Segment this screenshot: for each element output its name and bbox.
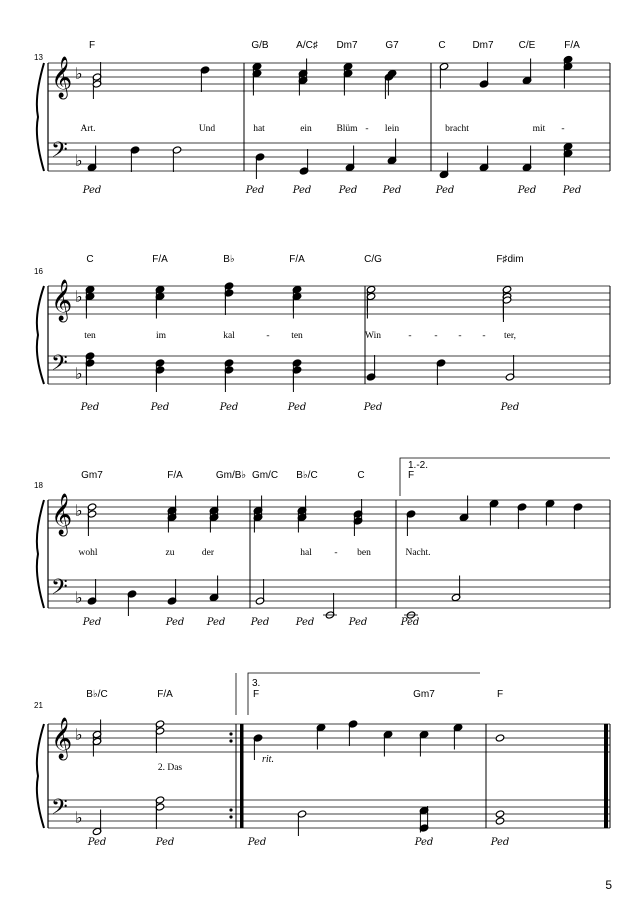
flat-sign: ♭ [75, 808, 83, 827]
final-barline [604, 724, 608, 828]
lyric-syllable: hat [253, 124, 265, 134]
pedal-mark-icon: Ped [435, 185, 455, 196]
bass-clef: 𝄢 [51, 575, 68, 605]
pedal-mark-icon: Ped [348, 617, 368, 628]
brace [37, 500, 44, 608]
chord-symbol: F [496, 689, 504, 700]
measure-number: 16 [34, 267, 43, 276]
pedal-mark-icon: Ped [382, 185, 402, 196]
whole-note [495, 817, 505, 825]
lyric-syllable: Blüm [336, 124, 358, 134]
pedal-mark-icon: Ped [219, 402, 239, 413]
lyric-syllable: ter, [503, 331, 517, 341]
whole-note [495, 734, 505, 742]
lyric-syllable: mit [532, 124, 546, 134]
treble-clef: 𝄞 [51, 57, 73, 98]
chord-symbol: Gm7 [413, 689, 435, 700]
pedal-mark-icon: Ped [80, 402, 100, 413]
lyric-syllable: - [434, 331, 438, 341]
pedal-mark-icon: Ped [363, 402, 383, 413]
lyric-syllable: im [155, 331, 167, 341]
chord-symbol: C/E [518, 40, 536, 51]
lyric-syllable: ein [300, 124, 312, 134]
bass-clef: 𝄢 [51, 351, 68, 381]
volta-bracket [248, 673, 480, 715]
flat-sign: ♭ [75, 364, 83, 383]
volta-bracket [400, 458, 610, 496]
brace [37, 724, 44, 828]
treble-clef: 𝄞 [51, 494, 73, 535]
chord-symbol: F/A [157, 689, 173, 700]
repeat-barline [240, 724, 243, 828]
pedal-mark-icon: Ped [490, 837, 510, 848]
lyric-syllable: hal [300, 548, 312, 558]
brace [37, 286, 44, 384]
volta-label: 3. [252, 678, 261, 689]
lyric-syllable: wohl [78, 548, 98, 558]
chord-symbol: C [438, 40, 446, 51]
repeat-dot [229, 732, 232, 735]
lyric-syllable: 2. Das [157, 763, 183, 773]
pedal-mark-icon: Ped [400, 617, 420, 628]
bass-clef: 𝄢 [51, 795, 68, 825]
pedal-mark-icon: Ped [295, 617, 315, 628]
flat-sign: ♭ [75, 287, 83, 306]
measure-number: 13 [34, 53, 43, 62]
pedal-mark-icon: Ped [338, 185, 358, 196]
pedal-mark-icon: Ped [287, 402, 307, 413]
pedal-mark-icon: Ped [250, 617, 270, 628]
repeat-dot [229, 815, 232, 818]
pedal-mark-icon: Ped [82, 185, 102, 196]
chord-symbol: Dm7 [336, 40, 358, 51]
flat-sign: ♭ [75, 151, 83, 170]
chord-symbol: B♭ [223, 254, 235, 265]
chord-symbol: Gm/B♭ [215, 470, 247, 481]
measure-number: 21 [34, 701, 43, 710]
chord-symbol: F/A [289, 254, 305, 265]
chord-symbol: G/B [251, 40, 269, 51]
treble-clef: 𝄞 [51, 718, 73, 759]
chord-symbol: C [86, 254, 94, 265]
chord-symbol: A/C♯ [296, 40, 318, 51]
pedal-mark-icon: Ped [165, 617, 185, 628]
lyric-syllable: - [334, 548, 338, 558]
pedal-mark-icon: Ped [247, 837, 267, 848]
lyric-syllable: - [482, 331, 486, 341]
lyric-syllable: - [266, 331, 270, 341]
chord-symbol: F♯dim [496, 254, 524, 265]
lyric-syllable: - [365, 124, 369, 134]
chord-symbol: F [88, 40, 96, 51]
lyric-syllable: ten [84, 331, 96, 341]
pedal-mark-icon: Ped [245, 185, 265, 196]
lyric-syllable: Art. [80, 124, 96, 134]
lyric-syllable: bracht [445, 124, 469, 134]
chord-symbol: F/A [564, 40, 580, 51]
chord-symbol: F/A [167, 470, 183, 481]
lyric-syllable: kal [223, 331, 235, 341]
chord-symbol: Gm7 [81, 470, 103, 481]
repeat-dot [229, 808, 232, 811]
chord-symbol: F [407, 470, 415, 481]
pedal-mark-icon: Ped [206, 617, 226, 628]
chord-symbol: G7 [385, 40, 399, 51]
chord-symbol: F/A [152, 254, 168, 265]
pedal-mark-icon: Ped [155, 837, 175, 848]
chord-symbol: C/G [364, 254, 382, 265]
chord-symbol: C [357, 470, 365, 481]
lyric-syllable: ben [357, 548, 371, 558]
lyric-syllable: - [458, 331, 462, 341]
pedal-mark-icon: Ped [562, 185, 582, 196]
volta-label: 1.-2. [408, 460, 429, 471]
lyric-syllable: - [408, 331, 412, 341]
flat-sign: ♭ [75, 64, 83, 83]
chord-symbol: Dm7 [472, 40, 494, 51]
flat-sign: ♭ [75, 501, 83, 520]
chord-symbol: B♭/C [296, 470, 318, 481]
lyric-syllable: Und [198, 124, 216, 134]
lyric-syllable: der [201, 548, 215, 558]
pedal-mark-icon: Ped [82, 617, 102, 628]
flat-sign: ♭ [75, 725, 83, 744]
lyric-syllable: Win [365, 331, 381, 341]
pedal-mark-icon: Ped [517, 185, 537, 196]
treble-clef: 𝄞 [51, 280, 73, 321]
lyric-syllable: - [561, 124, 565, 134]
chord-symbol: Gm/C [251, 470, 279, 481]
measure-number: 18 [34, 481, 43, 490]
pedal-mark-icon: Ped [292, 185, 312, 196]
flat-sign: ♭ [75, 588, 83, 607]
chord-symbol: B♭/C [86, 689, 108, 700]
bass-clef: 𝄢 [51, 138, 68, 168]
chord-symbol: F [252, 689, 260, 700]
expression-mark: rit. [262, 754, 274, 765]
whole-note [495, 810, 505, 818]
pedal-mark-icon: Ped [414, 837, 434, 848]
page-number: 5 [605, 878, 612, 892]
pedal-mark-icon: Ped [87, 837, 107, 848]
lyric-syllable: lein [384, 124, 400, 134]
lyric-syllable: ten [291, 331, 303, 341]
lyric-syllable: zu [165, 548, 175, 558]
lyric-syllable: Nacht. [405, 548, 431, 558]
repeat-dot [229, 739, 232, 742]
pedal-mark-icon: Ped [500, 402, 520, 413]
pedal-mark-icon: Ped [150, 402, 170, 413]
brace [37, 63, 44, 171]
